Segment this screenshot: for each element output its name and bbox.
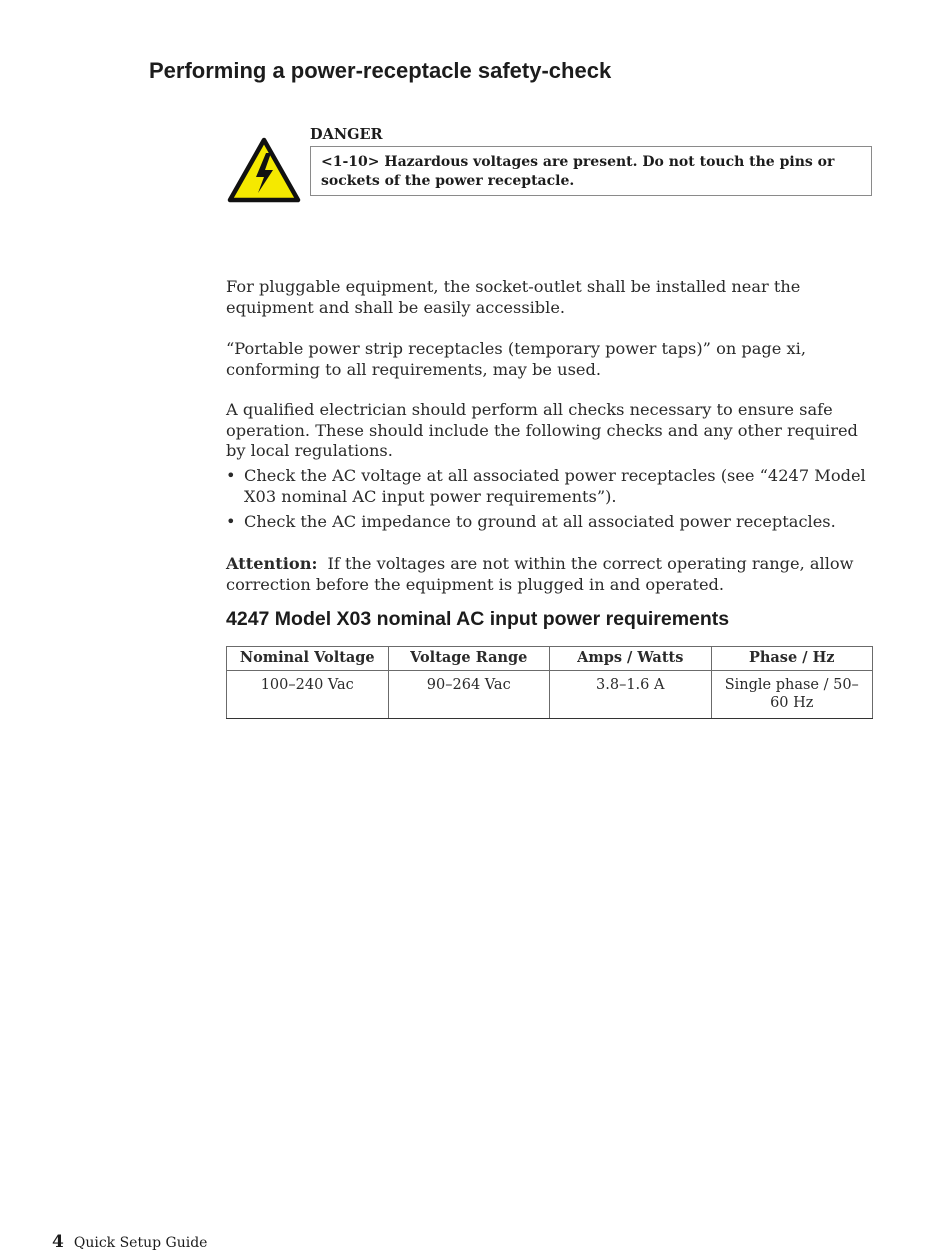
electrician-paragraph: A qualified electrician should perform all checks necessary to ensure safe operation. These should include the following checks and any other required by local regulations. <box>226 400 858 461</box>
attention-label: Attention: <box>226 554 318 573</box>
table-cell: 3.8–1.6 A <box>550 671 712 719</box>
page-footer <box>52 1232 207 1252</box>
column-header: Amps / Watts <box>550 647 712 671</box>
footer-document-title: Quick Setup Guide <box>73 1235 208 1251</box>
table-cell: 90–264 Vac <box>388 671 550 719</box>
column-header: Voltage Range <box>388 647 550 671</box>
attention-note <box>226 554 876 595</box>
danger-label: DANGER <box>310 126 383 143</box>
power-strip-paragraph: “Portable power strip receptacles (temporary power taps)” on page xi, conforming to all requirements, may be used. <box>226 339 806 379</box>
danger-message: <1-10> Hazardous voltages are present. Do not touch the pins or sockets of the power receptacle. <box>310 146 872 196</box>
list-item: • Check the AC impedance to ground at all associated power receptacles. <box>226 512 876 533</box>
list-item: • Check the AC voltage at all associated power receptacles (see “4247 Model X03 nominal AC input power requirements”). <box>226 466 876 507</box>
electrical-hazard-warning-icon <box>227 137 301 203</box>
checks-list <box>226 466 876 538</box>
page-number: 4 <box>52 1232 64 1252</box>
page-title: Performing a power-receptacle safety-check <box>149 58 612 83</box>
power-requirements-table <box>226 646 873 719</box>
requirements-heading: 4247 Model X03 nominal AC input power requirements <box>226 608 730 630</box>
table-row <box>227 671 873 719</box>
table-cell: Single phase / 50–60 Hz <box>711 671 873 719</box>
attention-text: If the voltages are not within the correct operating range, allow correction before the equipment is plugged in and operated. <box>226 554 854 594</box>
pluggable-equipment-paragraph: For pluggable equipment, the socket-outlet shall be installed near the equipment and shall be easily accessible. <box>226 277 801 317</box>
column-header: Phase / Hz <box>711 647 873 671</box>
column-header: Nominal Voltage <box>227 647 389 671</box>
table-cell: 100–240 Vac <box>227 671 389 719</box>
table-header-row <box>227 647 873 671</box>
